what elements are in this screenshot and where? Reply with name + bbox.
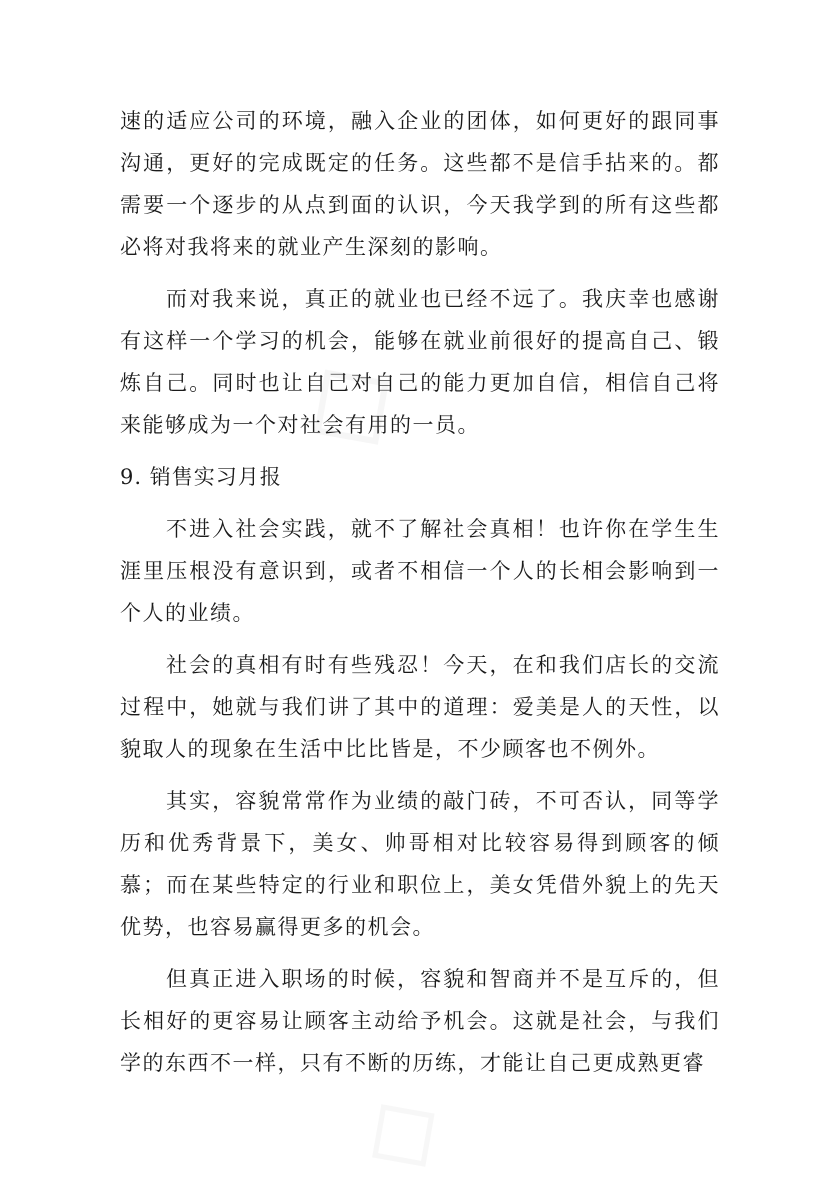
section-paragraph-2: 社会的真相有时有些残忍！今天，在和我们店长的交流过程中，她就与我们讲了其中的道理：爱美是人的天性，以貌取人的现象在生活中比比皆是，不少顾客也不例外。 [120,653,720,761]
section-heading: 9. 销售实习月报 [120,465,282,489]
paragraph-continued: 速的适应公司的环境，融入企业的团体，如何更好的跟同事沟通，更好的完成既定的任务。这些都不是信手拈来的。都需要一个逐步的从点到面的认识，今天我学到的所有这些都必将对我将来的就业产生深刻的影响。 [120,109,720,259]
section-paragraph-3: 其实，容貌常常作为业绩的敲门砖，不可否认，同等学历和优秀背景下，美女、帅哥相对比较容易得到顾客的倾慕；而在某些特定的行业和职位上，美女凭借外貌上的先天优势，也容易赢得更多的机会。 [120,789,720,939]
section-paragraph-4: 但真正进入职场的时候，容貌和智商并不是互斥的，但长相好的更容易让顾客主动给予机会。这就是社会，与我们学的东西不一样，只有不断的历练，才能让自己更成熟更睿 [120,967,720,1075]
section-paragraph-1: 不进入社会实践，就不了解社会真相！也许你在学生生涯里压根没有意识到，或者不相信一个人的长相会影响到一个人的业绩。 [120,517,720,625]
paragraph-employment: 而对我来说，真正的就业也已经不远了。我庆幸也感谢有这样一个学习的机会，能够在就业前很好的提高自己、锻炼自己。同时也让自己对自己的能力更加自信，相信自己将来能够成为一个对社会有用的一员。 [120,287,720,437]
document-body [120,100,720,1094]
